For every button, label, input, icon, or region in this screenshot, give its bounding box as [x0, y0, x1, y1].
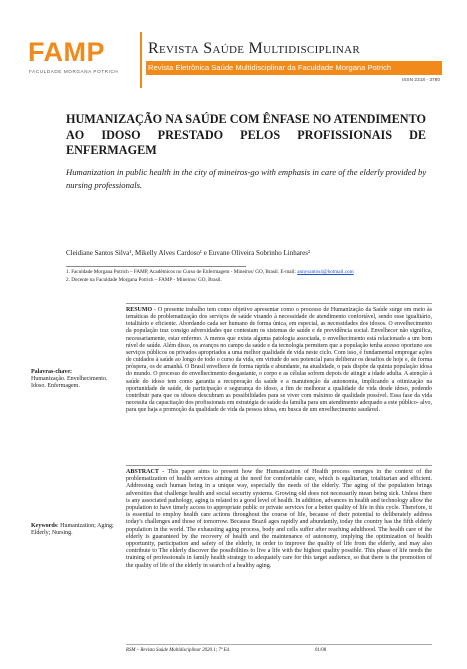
footer-citation: RSM – Revista Saúde Multidisciplinar 2020.1; 7ª Ed.	[126, 648, 231, 653]
keywords-pt-label: Palavras-chave:	[31, 369, 72, 375]
journal-banner	[140, 32, 440, 88]
article-subtitle: Humanization in public health in the city of mineiros-go with emphasis in care of the elderly provided by nursing professionals.	[66, 167, 427, 190]
author-list: Cleidiane Santos Silva¹, Mikelly Alves Cardoso¹ e Euvane Oliveira Sobrinho Linhares²	[66, 249, 311, 257]
article-title: HUMANIZAÇÃO NA SAÚDE COM ÊNFASE NO ATENDIMENTO AO IDOSO PRESTADO PELOS PROFISSIONAIS DE ENFERMAGEM	[66, 112, 426, 157]
journal-subtitle: Revista Eletrônica Saúde Multidisciplinar da Faculdade Morgana Potrich	[148, 63, 392, 72]
affiliation-1	[66, 269, 354, 276]
resumo-label: RESUMO	[126, 307, 153, 313]
abstract-section	[126, 465, 432, 617]
famp-logo	[28, 38, 126, 82]
affiliation-1-text: 1. Faculdade Morgana Potrich – FAMP, Acadêmicos no Curso de Enfermagem - Mineiros/ GO, Brasil. E-mail:	[66, 269, 296, 275]
logo-text: FAMP	[28, 37, 106, 67]
keywords-en	[31, 523, 121, 537]
journal-title: Revista Saúde Multidisciplinar	[148, 40, 361, 57]
keywords-pt	[31, 369, 121, 391]
affiliation-divider	[66, 266, 246, 267]
journal-header	[28, 32, 440, 90]
affiliation-2: 2. Docente na Faculdade Morgana Potrich – FAMP - Mineiros/ GO, Brasil.	[66, 277, 222, 283]
issn-number: ISSN 2318 - 3780	[401, 78, 440, 83]
keywords-pt-text: Humanização. Envelhecimento. Idoso. Enfermagem.	[31, 376, 108, 390]
page-number: 01/08	[315, 648, 327, 653]
author-email-link[interactable]: annysantos4@hotmail.com	[297, 269, 354, 275]
keywords-en-label: Keywords	[31, 523, 57, 529]
keywords-en-text: : Humanization; Aging; Elderly; Nursing.	[31, 523, 114, 537]
logo-subtext: FACULDADE MORGANA POTRICH	[29, 69, 119, 74]
resumo-section	[126, 303, 432, 445]
resumo-text: - O presente trabalho tem como objetivo apresentar como o processo de Humanização da Saúde surge em meio às temáticas de problematização dos serviços de saúde visando à necessidade de atendimento confortável, sendo esse igualitário, totalitário e eficiente. Abordando cada ser humano de forma única, em especial, as necessidades dos idosos. O envelhecimento da população traz consigo adversidades que contestam os sistemas de saúde e de previdência social. Envelhecer não significa, necessariamente, estar enfermo. A menos que exista alguma patologia associada, o envelhecimento está relacionado a um bom nível de saúde. Além disso, os avanços no campo da saúde e da tecnologia permitem que a população tenha acesso oportuno aos serviços públicos ou privados apropriados a uma melhor qualidade de vida neste ciclo. Com isso, é fundamental empregar ações de cuidados à saúde ao longo de todo o curso da vida, em virtude do seu potencial para deliberar os desafios de hoje e, de forma próspera, os de amanhã. O Brasil envelhece de forma rápida e abundante, na atualidade, o país dispõe da quinta população idosa do mundo. O processo do envelhecimento desgastante, o corpo e as células sofrem depois de atingir a idade adulta. A atenção à saúde do idoso tem como garantia a recuperação da saúde e a manutenção da autonomia, implicando a otimização na oportunidade de saúde, de participação e segurança do idoso, a fim de melhorar a qualidade de vida desde idoso, podendo contribuir para que os idosos descubram as possibilidades para se viver com máximo de qualidade possível. Essa fase da vida necessita da capacitação dos profissionais em estratégia de saúde da família para um atendimento adequado a este público- alvo, para que haja a promoção da qualidade de vida da pessoa idosa, em busca de um envelhecimento saudável.	[126, 307, 432, 414]
page-footer	[126, 644, 432, 653]
abstract-label: ABSTRACT	[126, 469, 159, 475]
abstract-text: - This paper aims to present how the Humanization of Health process emerges in the context of the problematization of health services aiming at the need for comfortable care, which is egalitarian, totalitarian and efficient. Addressing each human being in a unique way, especially the needs of the elderly. The aging of the population brings adversities that challenge health and social security systems. Growing old does not necessarily mean being sick. Unless there is any associated pathology, aging is related to a good level of health. In addition, advances in health and technology allow the population to have timely access to appropriate public or private services for a better quality of life in this cycle. Therefore, it is essential to employ health care actions throughout the course of life, because of their potential to deliberately address today's challenges and those of tomorrow. Because Brazil ages rapidly and abundantly, today the country has the fifth elderly population in the world. The exhausting aging process, body and cells suffer after reaching adulthood. The health care of the elderly is guaranteed by the recovery of health and the maintenance of autonomy, implying the optimization of health opportunity, participation and safety of the elderly, in order to improve the quality of life from the elderly, and may also contribute to The elderly discover the possibilities to live a life with the highest quality possible. This phase of life needs the training of professionals in family health strategy to adequately care for this target audience, so that there is the promotion of the quality of life of the elderly in search of a healthy aging.	[126, 469, 432, 569]
